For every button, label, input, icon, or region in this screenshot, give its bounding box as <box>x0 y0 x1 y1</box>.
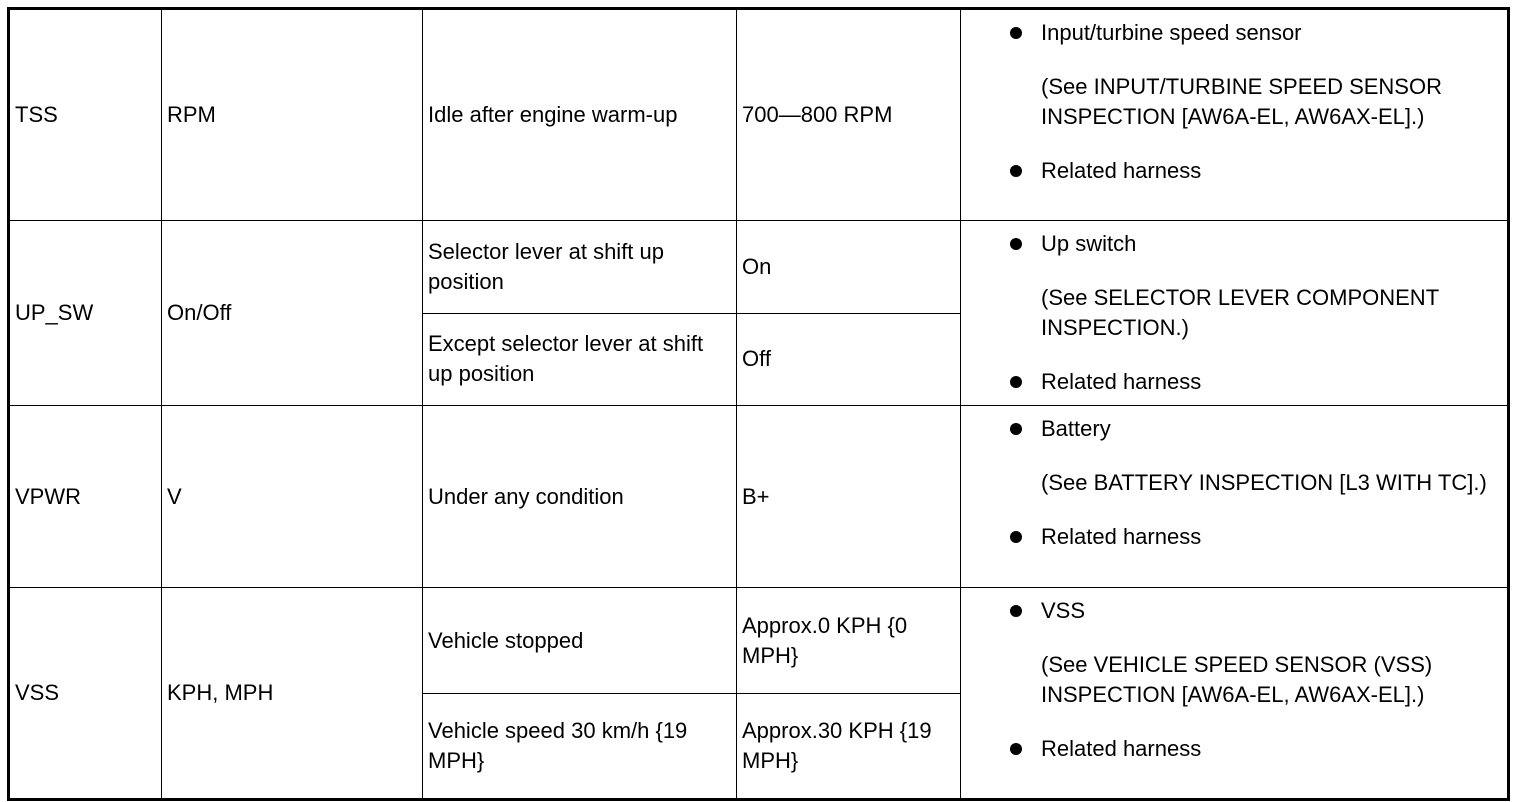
table-row <box>9 221 1509 314</box>
bullet-icon <box>1010 531 1022 543</box>
condition-cell: Vehicle stopped <box>423 588 737 694</box>
bullet-icon <box>1010 743 1022 755</box>
inspection-reference: (See BATTERY INSPECTION [L3 WITH TC].) <box>1041 470 1487 495</box>
inspection-reference: (See SELECTOR LEVER COMPONENT INSPECTION.) <box>1041 285 1439 340</box>
inspection-item: VSS <box>1041 598 1086 623</box>
inspection-item: Related harness <box>1041 524 1202 549</box>
specification-cell: Off <box>737 313 961 406</box>
pid-cell: VSS <box>9 588 162 800</box>
unit-cell: On/Off <box>162 221 423 406</box>
inspection-list <box>971 18 1497 186</box>
inspection-list <box>971 414 1497 552</box>
unit-cell: V <box>162 406 423 588</box>
specification-cell: Approx.30 KPH {19 MPH} <box>737 694 961 800</box>
specification-cell: On <box>737 221 961 314</box>
specification-cell: B+ <box>737 406 961 588</box>
inspection-cell <box>961 221 1509 406</box>
inspection-cell <box>961 588 1509 800</box>
inspection-item: Related harness <box>1041 736 1202 761</box>
table-row <box>9 588 1509 694</box>
inspection-list <box>971 596 1497 764</box>
pid-inspection-table <box>7 7 1510 801</box>
list-item <box>971 522 1497 552</box>
list-item <box>971 596 1497 710</box>
bullet-icon <box>1010 165 1022 177</box>
condition-cell: Idle after engine warm-up <box>423 9 737 221</box>
inspection-item: Input/turbine speed sensor <box>1041 20 1302 45</box>
bullet-icon <box>1010 605 1022 617</box>
condition-cell: Except selector lever at shift up position <box>423 313 737 406</box>
bullet-icon <box>1010 376 1022 388</box>
list-item <box>971 18 1497 132</box>
inspection-reference: (See VEHICLE SPEED SENSOR (VSS) INSPECTION [AW6A-EL, AW6AX-EL].) <box>1041 652 1433 707</box>
condition-cell: Under any condition <box>423 406 737 588</box>
inspection-item: Up switch <box>1041 231 1137 256</box>
inspection-list <box>971 229 1497 397</box>
condition-cell: Selector lever at shift up position <box>423 221 737 314</box>
inspection-cell <box>961 406 1509 588</box>
unit-cell: KPH, MPH <box>162 588 423 800</box>
inspection-reference: (See INPUT/TURBINE SPEED SENSOR INSPECTION [AW6A-EL, AW6AX-EL].) <box>1041 74 1442 129</box>
list-item <box>971 229 1497 343</box>
list-item <box>971 367 1497 397</box>
specification-cell: 700—800 RPM <box>737 9 961 221</box>
pid-cell: UP_SW <box>9 221 162 406</box>
list-item <box>971 156 1497 186</box>
table-row <box>9 9 1509 221</box>
list-item <box>971 414 1497 498</box>
table-row <box>9 406 1509 588</box>
bullet-icon <box>1010 27 1022 39</box>
inspection-item: Battery <box>1041 416 1111 441</box>
inspection-cell <box>961 9 1509 221</box>
specification-cell: Approx.0 KPH {0 MPH} <box>737 588 961 694</box>
bullet-icon <box>1010 238 1022 250</box>
pid-cell: TSS <box>9 9 162 221</box>
list-item <box>971 734 1497 764</box>
unit-cell: RPM <box>162 9 423 221</box>
condition-cell: Vehicle speed 30 km/h {19 MPH} <box>423 694 737 800</box>
bullet-icon <box>1010 423 1022 435</box>
inspection-item: Related harness <box>1041 158 1202 183</box>
pid-cell: VPWR <box>9 406 162 588</box>
inspection-item: Related harness <box>1041 369 1202 394</box>
